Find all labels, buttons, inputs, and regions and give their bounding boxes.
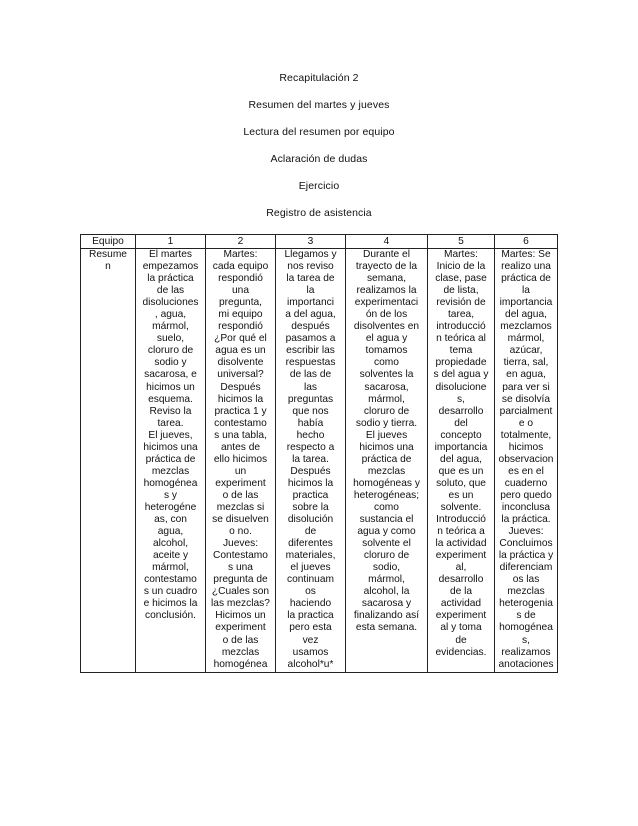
summary-text-line: empezamos <box>142 261 199 273</box>
summary-text-line: haciendo <box>289 598 332 610</box>
team-4-summary-cell <box>346 249 428 673</box>
summary-text-line: cada equipo <box>212 261 269 273</box>
summary-text-line: clase, pase <box>435 273 487 285</box>
summary-text-line: mezclas si <box>216 501 265 513</box>
summary-text-line: Llegamos y <box>284 249 337 260</box>
summary-text-line: solventes la <box>359 369 414 381</box>
team-2-summary-cell <box>206 249 276 673</box>
summary-text-line: Jueves: <box>222 538 259 550</box>
summary-text-line: de la <box>449 586 473 598</box>
summary-text-line: e o <box>518 417 534 429</box>
summary-text-line: practica <box>292 489 329 501</box>
summary-text-line: es un <box>448 489 474 501</box>
summary-text-line: sodio y <box>154 357 187 369</box>
summary-text-line: de las <box>156 285 185 297</box>
summary-text-line: Concluimos <box>499 538 553 550</box>
summary-text-line: al, <box>455 562 467 574</box>
summary-text-line: sustancia el <box>359 514 414 526</box>
summary-text-line: s, <box>457 393 465 405</box>
column-header-team-6: 6 <box>495 235 558 249</box>
summary-text-line: o de las <box>222 634 259 646</box>
summary-text-line: hicimos la <box>287 477 334 489</box>
summary-text-line: escribir las <box>286 345 335 357</box>
summary-text-line: evidencias. <box>435 646 487 658</box>
summary-text-line: importancia <box>434 441 488 453</box>
summary-text-line: realizamos <box>501 646 551 658</box>
summary-text-line: universal? <box>217 369 264 381</box>
summary-text-line: la actividad <box>435 538 487 550</box>
row-label-resumen <box>81 249 136 673</box>
summary-text-line: aceite y <box>152 550 189 562</box>
column-header-team-3: 3 <box>276 235 346 249</box>
summary-text-line: homogénea <box>499 622 553 634</box>
summary-text-line: respondió <box>218 273 263 285</box>
summary-text-line: en agua, <box>506 369 546 381</box>
summary-text-line: experiment <box>215 622 266 634</box>
summary-text-line: homogénea <box>143 477 198 489</box>
summary-text-line: continuam <box>286 574 334 586</box>
summary-text-line: soluto, que <box>436 477 486 489</box>
summary-text-line: El jueves, <box>148 429 193 441</box>
summary-text-line: o no. <box>229 526 252 538</box>
summary-text-line: el agua y <box>365 333 408 345</box>
document-header <box>0 72 638 234</box>
table-header-row <box>81 235 558 249</box>
summary-text-line: la práctica. <box>501 514 551 526</box>
summary-text-line: ¿Por qué el <box>214 333 267 345</box>
summary-text-line: hicimos una <box>143 441 198 453</box>
summary-text-line: nos reviso <box>287 261 334 273</box>
summary-text-line: que nos <box>292 405 329 417</box>
summary-text-line: Durante el <box>362 249 410 260</box>
summary-text-line: las <box>303 381 318 393</box>
summary-text-line: disolventes en <box>353 321 420 333</box>
summary-text-line: sobre la <box>292 501 329 513</box>
agenda-item-doubts: Aclaración de dudas <box>270 153 368 165</box>
summary-text-line: pasamos a <box>285 333 336 345</box>
summary-text-line: os las <box>512 574 540 586</box>
summary-text-line: Inicio de la <box>436 261 486 273</box>
summary-text-line: usamos <box>292 646 329 658</box>
summary-text-line: la tarea. <box>292 453 329 465</box>
summary-text-line: realizo una <box>501 261 551 273</box>
summary-text-line: hicimos <box>508 441 544 453</box>
summary-text-line: heterogéneas; <box>353 489 420 501</box>
column-header-team-1: 1 <box>136 235 206 249</box>
summary-text-line: importancia <box>499 297 553 309</box>
summary-text-line: pero quedo <box>500 489 552 501</box>
agenda-item-reading: Lectura del resumen por equipo <box>243 126 395 138</box>
summary-text-line: s de <box>516 610 536 622</box>
summary-text-line: la práctica <box>147 273 194 285</box>
summary-text-line: contestamo <box>144 574 197 586</box>
summary-text-line: del <box>454 417 468 429</box>
summary-text-line: sacarosa y <box>361 598 412 610</box>
summary-text-line: el jueves <box>290 562 331 574</box>
summary-text-line: mármol, <box>152 562 189 574</box>
summary-text-line: cloruro de <box>363 405 410 417</box>
agenda-item-summary: Resumen del martes y jueves <box>248 99 390 111</box>
summary-text-line: El martes <box>148 249 193 260</box>
summary-text-line: respondió <box>218 321 263 333</box>
summary-text-line: como <box>374 501 399 513</box>
summary-text-line: Martes: Se <box>501 249 551 260</box>
summary-text-line: cloruro de <box>363 550 410 562</box>
summary-text-line: alcohol*u* <box>287 658 334 670</box>
summary-text-line: Jueves: <box>508 526 544 538</box>
summary-text-line: n teórica al <box>436 333 486 345</box>
team-6-summary-cell <box>495 249 558 673</box>
table-row <box>81 249 558 673</box>
summary-text-line: agua es un <box>215 345 266 357</box>
summary-text-line: Después <box>290 465 331 477</box>
summary-text-line: ello hicimos <box>213 453 268 465</box>
summary-text-line: Introducció <box>436 514 486 526</box>
summary-text-line: s un cuadro <box>143 586 198 598</box>
summary-text-line: azúcar, <box>509 345 543 357</box>
summary-text-line: suelo, <box>156 333 185 345</box>
summary-text-line: pregunta, <box>218 297 263 309</box>
summary-text-line: práctica de <box>145 453 196 465</box>
team-1-summary-cell <box>136 249 206 673</box>
summary-text-line: s una tabla, <box>214 429 267 441</box>
summary-text-line: revisión de <box>436 297 486 309</box>
column-header-team-2: 2 <box>206 235 276 249</box>
summary-text-line: es en el <box>508 465 544 477</box>
summary-text-line: sacarosa, e <box>144 369 197 381</box>
summary-text-line: mármol, <box>368 393 405 405</box>
summary-text-line: de las de <box>289 369 332 381</box>
summary-text-line: homogéneas y <box>353 477 420 489</box>
team-5-summary-cell <box>428 249 495 673</box>
summary-text-line: conclusión. <box>145 610 196 622</box>
summary-text-line: mármol, <box>507 333 545 345</box>
summary-text-line: práctica de <box>361 453 412 465</box>
summary-text-line: s una <box>228 562 253 574</box>
summary-text-line: concepto <box>440 429 482 441</box>
summary-text-line: sodio, <box>372 562 401 574</box>
summary-text-line: sodio y tierra. <box>355 417 418 429</box>
summary-text-line: vez <box>302 634 319 646</box>
summary-text-line: preguntas <box>287 393 334 405</box>
summary-text-line: propiedade <box>435 357 487 369</box>
summary-text-line: heterogéne <box>144 501 197 513</box>
summary-text-line: materiales, <box>285 550 336 562</box>
summary-text-line: se disuelven <box>212 514 269 526</box>
summary-text-line: respecto a <box>286 441 335 453</box>
summary-text-line: hecho <box>296 429 325 441</box>
summary-text-line: mármol, <box>368 574 405 586</box>
summary-text-line: tarea, <box>447 309 475 321</box>
agenda-item-exercise: Ejercicio <box>298 180 340 192</box>
summary-text-line: mezclas <box>507 586 545 598</box>
summary-text-line: práctica de <box>501 273 551 285</box>
column-header-team-5: 5 <box>428 235 495 249</box>
summary-text-line: de lista, <box>443 285 479 297</box>
summary-text-line: mi equipo <box>218 309 263 321</box>
summary-text-line: ¿Cuales son <box>211 586 270 598</box>
summary-text-line: diferenciam <box>499 562 553 574</box>
summary-text-line: pero esta <box>289 622 332 634</box>
summary-text-line: Hicimos un <box>215 610 266 622</box>
summary-text-line: importanci <box>287 297 334 309</box>
summary-text-line: de <box>455 634 467 646</box>
summary-text-line: e hicimos la <box>143 598 198 610</box>
summary-text-line: diferentes <box>288 538 333 550</box>
summary-text-line: hicimos una <box>359 441 414 453</box>
summary-text-line: Martes: <box>223 249 258 260</box>
summary-text-line: finalizando así <box>353 610 420 622</box>
summary-text-line: agua, <box>157 526 184 538</box>
summary-text-line: s del agua y <box>433 369 489 381</box>
summary-text-line: desarrollo <box>438 574 484 586</box>
summary-text-line: Reviso la <box>149 405 192 417</box>
summary-text-line: de <box>304 526 317 538</box>
summary-text-line: alcohol, la <box>363 586 410 598</box>
summary-text-line: después <box>291 321 330 333</box>
row-label-line: n <box>105 261 111 273</box>
summary-text-line: al y toma <box>440 622 482 634</box>
summary-text-line: mezclas <box>367 465 406 477</box>
summary-text-line: observacion <box>498 453 554 465</box>
summary-text-line: como <box>374 357 399 369</box>
summary-text-line: que es un <box>438 465 484 477</box>
summary-text-line: la practica <box>287 610 334 622</box>
summary-text-line: heterogenia <box>499 598 553 610</box>
column-header-equipo: Equipo <box>81 235 136 249</box>
summary-text-line: había <box>297 417 324 429</box>
summary-text-line: practica 1 y <box>214 405 267 417</box>
summary-text-line: respuestas <box>285 357 336 369</box>
summary-text-line: n teórica a <box>437 526 485 538</box>
summary-text-line: cloruro de <box>147 345 194 357</box>
summary-text-line: Martes: <box>444 249 478 260</box>
summary-text-line: experiment <box>435 550 487 562</box>
summary-text-line: Después <box>220 381 261 393</box>
summary-text-line: las mezclas? <box>211 598 270 610</box>
summary-text-line: o de las <box>222 489 259 501</box>
summary-text-line: totalmente, <box>500 429 552 441</box>
summary-text-line: disoluciones <box>142 297 199 309</box>
summary-text-line: as, con <box>154 514 187 526</box>
summary-text-line: mezclamos <box>500 321 552 333</box>
summary-text-line: s, <box>522 634 530 646</box>
summary-text-line: agua y como <box>357 526 416 538</box>
summary-text-line: actividad <box>440 598 482 610</box>
summary-text-line: hicimos la <box>217 393 264 405</box>
summary-text-line: para ver si <box>502 381 550 393</box>
summary-text-line: , agua, <box>154 309 187 321</box>
column-header-team-4: 4 <box>346 235 428 249</box>
summary-text-line: tierra, sal, <box>503 357 549 369</box>
summary-text-line: mármol, <box>152 321 189 333</box>
summary-text-line: experiment <box>215 477 266 489</box>
summary-text-line: esquema. <box>148 393 193 405</box>
summary-text-line: disolución <box>287 514 334 526</box>
summary-text-line: introducció <box>436 321 486 333</box>
summary-text-line: realizamos la <box>356 285 417 297</box>
summary-text-line: ón de los <box>365 309 408 321</box>
summary-table <box>80 234 558 673</box>
document-title: Recapitulación 2 <box>279 72 359 84</box>
summary-text-line: contestamo <box>214 417 267 429</box>
summary-text-line: semana, <box>366 273 407 285</box>
summary-text-line: un <box>234 465 247 477</box>
summary-text-line: sacarosa, <box>364 381 409 393</box>
summary-text-line: parcialment <box>499 405 553 417</box>
summary-text-line: inconclusa <box>501 501 551 513</box>
row-label-line: Resume <box>89 249 127 260</box>
summary-text-line: experiment <box>435 610 487 622</box>
summary-text-line: del agua, <box>440 453 482 465</box>
summary-text-line: la <box>522 285 530 297</box>
summary-text-line: s y <box>163 489 178 501</box>
summary-text-line: tarea. <box>157 417 184 429</box>
summary-text-line: cuaderno <box>504 477 548 489</box>
summary-text-line: la <box>306 285 315 297</box>
summary-text-line: tomamos <box>365 345 408 357</box>
summary-text-line: pregunta de <box>213 574 268 586</box>
summary-text-line: se disolvía <box>501 393 551 405</box>
summary-text-line: experimentaci <box>354 297 419 309</box>
summary-text-line: solvente. <box>440 501 482 513</box>
summary-text-line: del agua, <box>505 309 547 321</box>
summary-text-line: hicimos un <box>146 381 195 393</box>
summary-text-line: tema <box>449 345 473 357</box>
summary-text-line: homogénea <box>213 658 268 670</box>
summary-text-line: alcohol, <box>152 538 189 550</box>
summary-text-line: la práctica y <box>498 550 554 562</box>
summary-text-line: os <box>305 586 316 598</box>
summary-text-line: la tarea de <box>286 273 335 285</box>
summary-text-line: disolvente <box>217 357 264 369</box>
summary-text-line: una <box>232 285 249 297</box>
summary-text-line: desarrollo <box>438 405 484 417</box>
summary-text-line: disolucione <box>435 381 487 393</box>
summary-text-line: solvente el <box>362 538 411 550</box>
summary-text-line: antes de <box>220 441 261 453</box>
summary-text-line: El jueves <box>365 429 408 441</box>
summary-text-line: mezclas <box>221 646 260 658</box>
agenda-item-attendance: Registro de asistencia <box>266 207 372 219</box>
summary-text-line: anotaciones <box>498 658 554 670</box>
summary-text-line: a del agua, <box>285 309 336 321</box>
summary-text-line: esta semana. <box>355 622 418 634</box>
summary-text-line: mezclas <box>151 465 190 477</box>
summary-text-line: Contestamo <box>213 550 268 562</box>
summary-text-line: trayecto de la <box>355 261 418 273</box>
team-3-summary-cell <box>276 249 346 673</box>
